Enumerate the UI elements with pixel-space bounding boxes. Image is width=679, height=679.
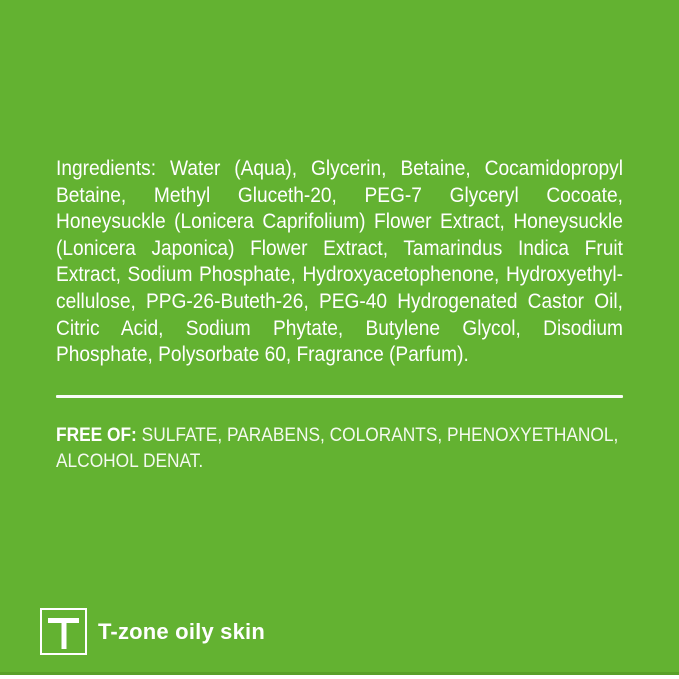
ingredients-line: Citric Acid, Sodium Phytate, Butylene Glycol, Disodium (56, 316, 623, 340)
ingredients-line: Ingredients: Water (Aqua), Glycerin, Betaine, Cocamidopropyl (56, 157, 623, 180)
t-square-icon (40, 608, 87, 655)
ingredients-line: Phosphate, Polysorbate 60, Fragrance (Parfum). (56, 343, 469, 367)
free-of-label: FREE OF: (56, 425, 137, 446)
free-of-line-2: ALCOHOL DENAT. (56, 451, 204, 472)
t-icon-stem (61, 618, 66, 649)
skin-type-row (40, 608, 265, 655)
skin-type-label: T-zone oily skin (98, 618, 266, 644)
ingredients-line: Betaine, Methyl Gluceth-20, PEG-7 Glyceryl Cocoate, (56, 183, 623, 207)
ingredients-line: Honeysuckle (Lonicera Caprifolium) Flower Extract, Honeysuckle (56, 210, 623, 234)
ingredients-line: Extract, Sodium Phosphate, Hydroxyacetophenone, Hydroxyethyl- (56, 263, 623, 287)
free-of-items-1: SULFATE, PARABENS, COLORANTS, PHENOXYETHANOL, (141, 425, 619, 446)
free-of-line-1 (56, 423, 648, 449)
ingredients-paragraph (56, 156, 623, 369)
divider-line (56, 395, 623, 398)
ingredients-line: (Lonicera Japonica) Flower Extract, Tamarindus Indica Fruit (56, 236, 623, 260)
free-of-section (56, 423, 648, 475)
ingredients-line: cellulose, PPG-26-Buteth-26, PEG-40 Hydrogenated Castor Oil, (56, 289, 623, 313)
